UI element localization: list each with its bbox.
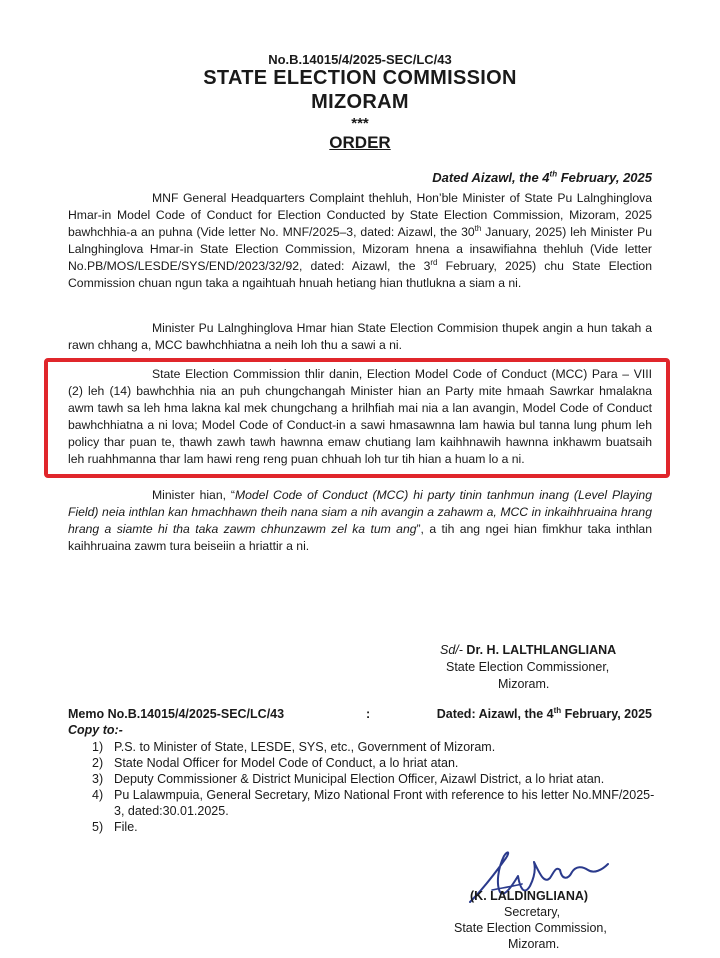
memo-line — [68, 706, 652, 723]
p1-sup-2: rd — [430, 257, 438, 267]
secretary-office: State Election Commission, — [454, 921, 607, 935]
list-item — [68, 787, 658, 819]
secretary-designation: Secretary, — [504, 905, 561, 919]
paragraph-commission-view — [68, 366, 652, 468]
paragraph-complaint — [68, 190, 652, 292]
list-item-number: 2) — [92, 756, 104, 770]
memo-colon: : — [366, 707, 371, 721]
commissioner-designation: State Election Commissioner, — [446, 660, 610, 674]
commissioner-signature-block — [440, 642, 660, 693]
list-item-number: 5) — [92, 820, 104, 834]
p4-text-b: ”, a tih ang ngei hian fimkhur taka inthlan kaihhruaina zawm tura beiseiin a hriattir a ni. — [68, 522, 652, 553]
commission-title: STATE ELECTION COMMISSION — [203, 67, 517, 89]
order-heading: ORDER — [329, 133, 391, 152]
list-item-text: Deputy Commissioner & District Municipal Election Officer, Aizawl District, a lo hriat atan. — [114, 772, 605, 786]
p1-sup-1: th — [474, 223, 482, 233]
list-item-number: 4) — [92, 788, 104, 802]
order-date — [432, 170, 652, 185]
secretary-name: (K. LALDINGLIANA) — [470, 889, 589, 903]
list-item — [68, 755, 658, 771]
paragraph-advisory — [68, 487, 652, 555]
p1-text-b: January, 2025) leh Minister Pu Lalnghinglova Hmar-in State Election Commission, Mizoram hnena a insawifiahna thehluh (Vide letter No.PB/MOS/LESDE/SYS/END/2023/32/92, dated: Aizawl, the 3 — [68, 225, 652, 273]
commissioner-place: Mizoram. — [498, 677, 550, 691]
memo-date — [437, 706, 652, 723]
order-date-sup: th — [549, 169, 558, 179]
copy-to-list — [68, 739, 658, 835]
memo-date-suffix: February, 2025 — [561, 707, 652, 721]
list-item — [68, 739, 658, 755]
copy-to-label: Copy to:- — [68, 723, 123, 737]
p2-text: Minister Pu Lalnghinglova Hmar hian State Election Commision thupek angin a hun takah a rawn chhang a, MCC bawhchhiatna a neih loh thu a sawi a ni. — [68, 321, 652, 352]
list-item-number: 1) — [92, 740, 104, 754]
p4-quote: Model Code of Conduct (MCC) hi party tinin tanhmun inang (Level Playing Field) neia inthlan kan hmachhawn theih nana siam a nih avangin a zahawm a, MCC in inkaihhruaina hrang hrang a siamte hi tha taka zawm chhunzawm zel ka tum ang — [68, 488, 652, 536]
list-item-number: 3) — [92, 772, 104, 786]
commissioner-name-text: Dr. H. LALTHLANGLIANA — [462, 643, 617, 657]
reference-number: No.B.14015/4/2025-SEC/LC/43 — [268, 52, 452, 67]
memo-date-sup: th — [553, 705, 562, 715]
p1-text-a: MNF General Headquarters Complaint thehluh, Hon’ble Minister of State Pu Lalnghinglova Hmar-in Model Code of Conduct for Election Conducted by State Election Commission, Mizoram, 2025 bawhchhia-a an puhna (Vide letter No. MNF/2025–3, dated: Aizawl, the 30 — [68, 191, 652, 239]
paragraph-reply — [68, 320, 652, 354]
list-item — [68, 819, 658, 835]
state-title: MIZORAM — [311, 91, 409, 113]
order-date-suffix: February, 2025 — [557, 170, 652, 185]
list-item-text: State Nodal Officer for Model Code of Conduct, a lo hriat atan. — [114, 756, 459, 770]
secretary-place: Mizoram. — [508, 937, 560, 951]
p3-text: State Election Commission thlir danin, Election Model Code of Conduct (MCC) Para – VIII (2) leh (14) bawhchhia nia an puh chungchangah Minister hian an Party mite hmaah Sawrkar hmalakna awm tawh sa leh hma lakna kal mek chungchang a hrilhfiah mai nia a lan avangin, Model Code of Conduct bawhchhiatna a ni lova; Model Code of Conduct-in a sawi hmasawnna lam hawia bul tanna lung phum leh policy thar puan te, thawh zawh tawh hawnna emaw chutiang lam kaihhnawih hawnna inkhawm buatsaih leh ruahhmanna thar lam hawi reng reng puan chhuah loh tur tih hian a huam lo a ni. — [68, 367, 652, 466]
memo-number: Memo No.B.14015/4/2025-SEC/LC/43 — [68, 707, 285, 721]
secretary-signature-block — [452, 888, 652, 952]
list-item-text: P.S. to Minister of State, LESDE, SYS, etc., Government of Mizoram. — [114, 740, 496, 754]
list-item-text: Pu Lalawmpuia, General Secretary, Mizo National Front with reference to his letter No.MNF/2025-3, dated:30.01.2025. — [114, 788, 655, 818]
memo-date-prefix: Dated: Aizawl, the 4 — [436, 707, 554, 721]
list-item-text: File. — [114, 820, 138, 834]
p4-text-a: Minister hian, “ — [152, 488, 235, 502]
list-item — [68, 771, 658, 787]
commissioner-name — [440, 642, 660, 659]
p1-text-c: February, 2025) chu State Election Commission chuan ngun taka a ngaihtuah hnuah hetiang hian thutlukna a siam a ni. — [68, 259, 652, 290]
separator-stars: *** — [351, 115, 369, 132]
sd-prefix: Sd/- — [440, 643, 463, 657]
order-date-prefix: Dated Aizawl, the 4 — [432, 170, 550, 185]
